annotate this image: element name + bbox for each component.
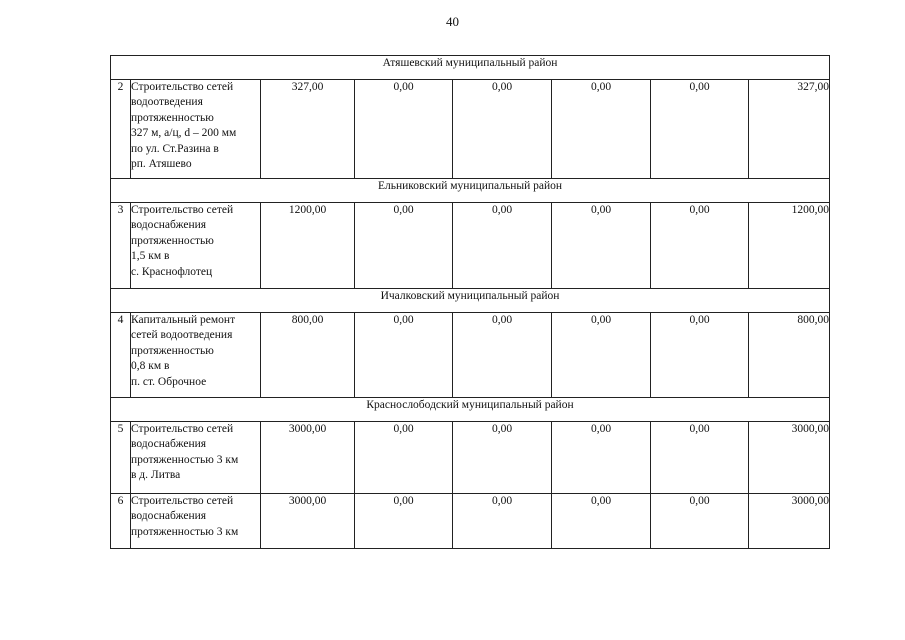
region-header-row <box>111 289 830 313</box>
description-line: Строительство сетей <box>131 81 234 93</box>
table-row <box>111 313 830 398</box>
amount-value: 0,00 <box>651 422 749 494</box>
description-line: водоснабжения <box>131 438 207 451</box>
region-header-row <box>111 398 830 422</box>
amount-value: 0,00 <box>355 422 453 494</box>
total-value: 1200,00 <box>749 203 830 289</box>
amount-value: 0,00 <box>355 80 453 179</box>
row-number: 5 <box>111 422 131 494</box>
description-line: 0,8 км в <box>131 360 170 373</box>
description-line: протяженностью <box>131 111 214 124</box>
amount-value: 0,00 <box>552 313 651 398</box>
amount-value: 0,00 <box>651 80 749 179</box>
row-number: 6 <box>111 494 131 549</box>
amount-value: 327,00 <box>261 80 355 179</box>
amount-value: 0,00 <box>453 313 552 398</box>
amount-value: 0,00 <box>453 203 552 289</box>
region-name: Ельниковский муниципальный район <box>111 179 830 203</box>
description-line: по ул. Ст.Разина в <box>131 142 219 155</box>
region-name: Ичалковский муниципальный район <box>111 289 830 313</box>
description-line: Строительство сетей <box>131 423 234 435</box>
description-line: водоотведения <box>131 96 203 109</box>
table-row <box>111 203 830 289</box>
object-description <box>131 422 261 494</box>
amount-value: 0,00 <box>453 494 552 549</box>
table-row <box>111 80 830 179</box>
total-value: 3000,00 <box>749 422 830 494</box>
amount-value: 0,00 <box>355 313 453 398</box>
object-description <box>131 203 261 289</box>
row-number: 3 <box>111 203 131 289</box>
description-line: Строительство сетей <box>131 204 234 216</box>
total-value: 3000,00 <box>749 494 830 549</box>
total-value: 327,00 <box>749 80 830 179</box>
description-line: сетей водоотведения <box>131 329 233 342</box>
region-name: Краснослободский муниципальный район <box>111 398 830 422</box>
description-line: рп. Атяшево <box>131 158 192 171</box>
amount-value: 3000,00 <box>261 422 355 494</box>
program-table <box>110 55 830 549</box>
object-description <box>131 313 261 398</box>
amount-value: 0,00 <box>355 203 453 289</box>
row-number: 4 <box>111 313 131 398</box>
description-line: п. ст. Оброчное <box>131 375 207 388</box>
amount-value: 0,00 <box>651 203 749 289</box>
description-line: протяженностью <box>131 234 214 247</box>
region-header-row <box>111 56 830 80</box>
amount-value: 0,00 <box>453 422 552 494</box>
description-line: водоснабжения <box>131 510 207 523</box>
amount-value: 1200,00 <box>261 203 355 289</box>
amount-value: 3000,00 <box>261 494 355 549</box>
description-line: протяженностью <box>131 344 214 357</box>
description-line: водоснабжения <box>131 219 207 232</box>
description-line: Строительство сетей <box>131 495 234 507</box>
total-value: 800,00 <box>749 313 830 398</box>
object-description <box>131 494 261 549</box>
amount-value: 0,00 <box>651 313 749 398</box>
region-header-row <box>111 179 830 203</box>
description-line: протяженностью 3 км <box>131 453 239 466</box>
region-name: Атяшевский муниципальный район <box>111 56 830 80</box>
description-line: с. Краснофлотец <box>131 265 213 278</box>
amount-value: 0,00 <box>355 494 453 549</box>
amount-value: 0,00 <box>552 422 651 494</box>
description-line: протяженностью 3 км <box>131 525 239 538</box>
table-row <box>111 494 830 549</box>
amount-value: 0,00 <box>552 80 651 179</box>
description-line: в д. Литва <box>131 469 181 482</box>
amount-value: 0,00 <box>453 80 552 179</box>
description-line: 327 м, а/ц, d – 200 мм <box>131 127 237 140</box>
description-line: 1,5 км в <box>131 250 170 263</box>
amount-value: 0,00 <box>552 203 651 289</box>
object-description <box>131 80 261 179</box>
amount-value: 800,00 <box>261 313 355 398</box>
amount-value: 0,00 <box>651 494 749 549</box>
amount-value: 0,00 <box>552 494 651 549</box>
description-line: Капитальный ремонт <box>131 314 236 326</box>
row-number: 2 <box>111 80 131 179</box>
table-row <box>111 422 830 494</box>
page-number: 40 <box>446 14 459 29</box>
